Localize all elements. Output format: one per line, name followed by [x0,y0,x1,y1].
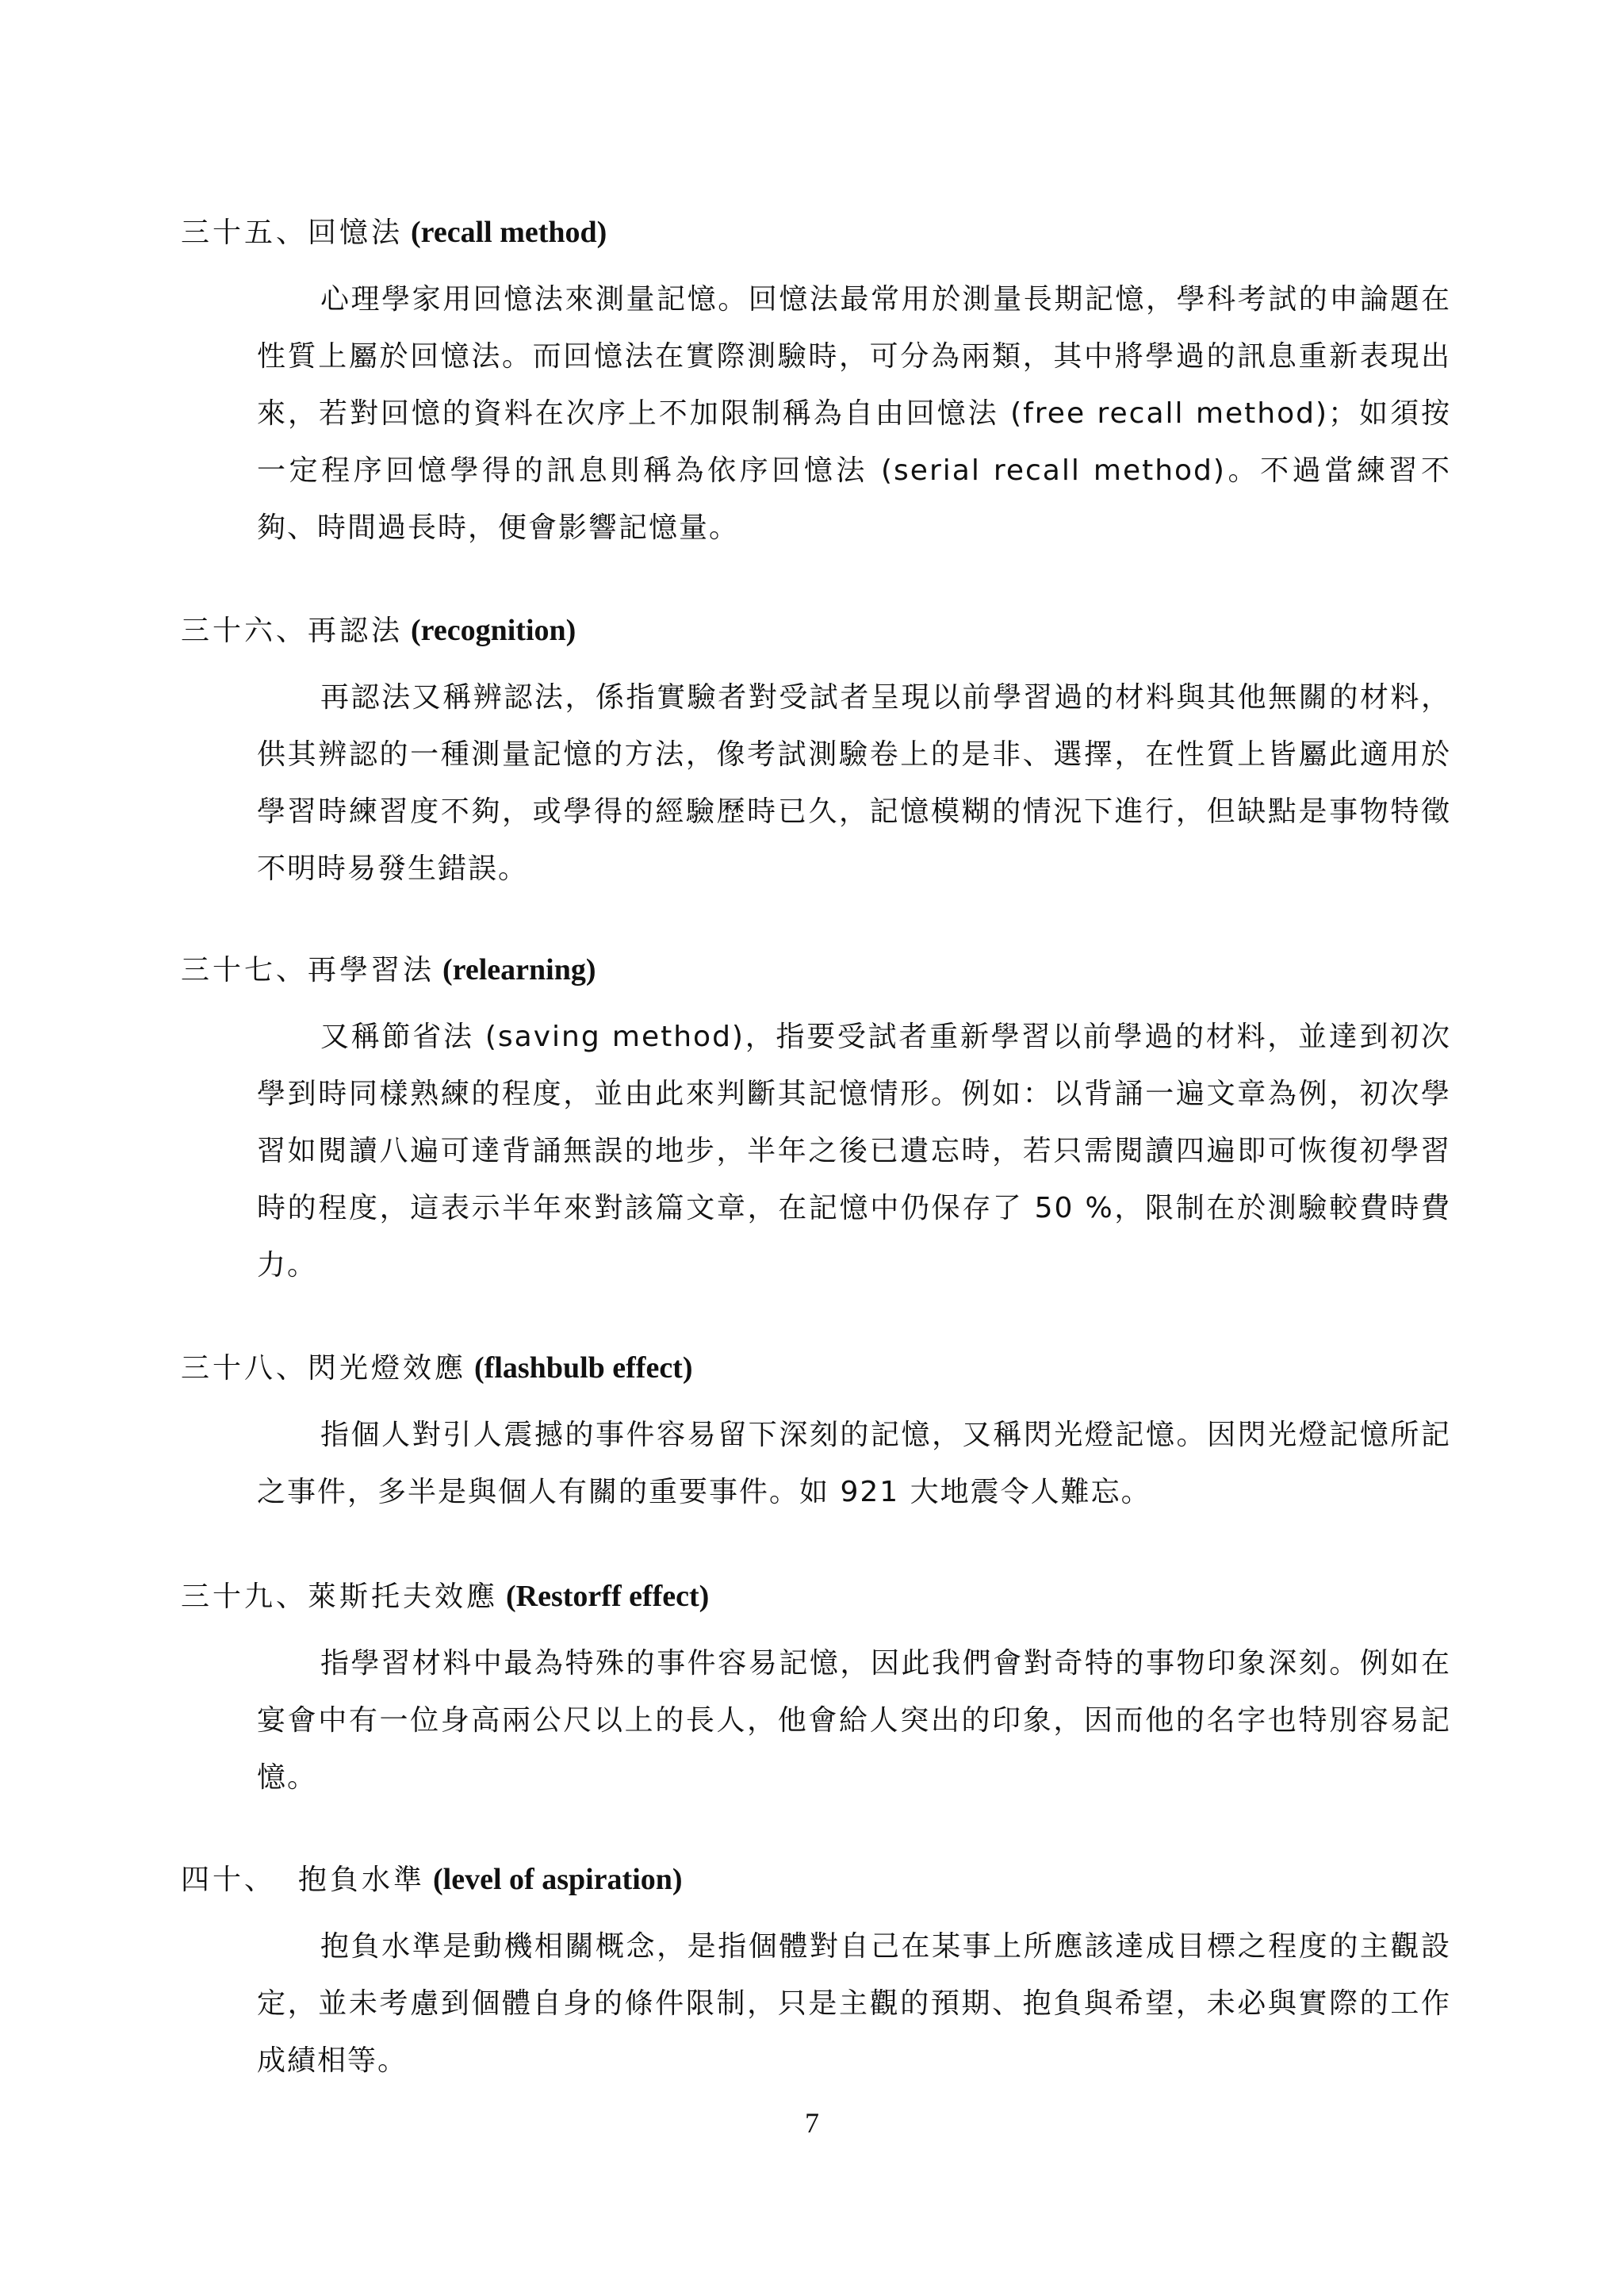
section-number: 三十七、 [181,954,308,987]
section-title: 閃光燈效應 [308,1352,467,1385]
section-english-term: (recognition) [411,614,576,647]
section-body: 又稱節省法 (saving method)，指要受試者重新學習以前學過的材料，並達到初次學到時同樣熟練的程度，並由此來判斷其記憶情形。例如：以背誦一遍文章為例，初次學習如閱讀八遍可達背誦無誤的地步，半年之後已遺忘時，若只需閱讀四遍即可恢復初學習時的程度，這表示半年來對該篇文章，在記憶中仍保存了 50 %，限制在於測驗較費時費力。 [257,1021,1451,1282]
section-body: 指個人對引人震撼的事件容易留下深刻的記憶，又稱閃光燈記憶。因閃光燈記憶所記之事件，多半是與個人有關的重要事件。如 921 大地震令人難忘。 [257,1419,1451,1508]
section-number: 三十六、 [181,615,308,647]
section-body: 抱負水準是動機相關概念，是指個體對自己在某事上所應該達成目標之程度的主觀設定，並未考慮到個體自身的條件限制，只是主觀的預期、抱負與希望，未必與實際的工作成績相等。 [257,1930,1451,2077]
section-title: 再認法 [308,615,404,647]
section-title: 回憶法 [308,216,404,249]
section-title: 抱負水準 [298,1864,426,1896]
section-number: 三十八、 [181,1352,308,1385]
section-heading [181,213,1451,252]
section-heading [181,1348,1451,1388]
page-number: 7 [805,2107,819,2139]
section-37 [181,950,1451,1294]
section-english-term: (Restorff effect) [506,1580,710,1613]
section-heading [181,611,1451,650]
section-36 [181,611,1451,898]
section-english-term: (flashbulb effect) [474,1351,693,1385]
section-number: 三十九、 [181,1580,308,1613]
section-heading [181,950,1451,990]
section-english-term: (relearning) [442,953,596,987]
section-body: 心理學家用回憶法來測量記憶。回憶法最常用於測量長期記憶，學科考試的申論題在性質上屬於回憶法。而回憶法在實際測驗時，可分為兩類，其中將學過的訊息重新表現出來，若對回憶的資料在次序上不加限制稱為自由回憶法 (free recall method)；如須按一定程序回憶學得的訊息則稱為依序回憶法 (serial recall method)。不過當練習不夠、時間過長時，便會影響記憶量。 [257,283,1451,544]
section-body: 再認法又稱辨認法，係指實驗者對受試者呈現以前學習過的材料與其他無關的材料，供其辨認的一種測量記憶的方法，像考試測驗卷上的是非、選擇，在性質上皆屬此適用於學習時練習度不夠，或學得的經驗歷時已久，記憶模糊的情況下進行，但缺點是事物特徵不明時易發生錯誤。 [257,681,1451,885]
section-english-term: (recall method) [411,216,607,249]
section-38 [181,1348,1451,1521]
section-39 [181,1577,1451,1806]
section-heading [181,1860,1451,1899]
section-number: 三十五、 [181,216,308,249]
section-40 [181,1860,1451,2090]
section-body: 指學習材料中最為特殊的事件容易記憶，因此我們會對奇特的事物印象深刻。例如在宴會中有一位身高兩公尺以上的長人，他會給人突出的印象，因而他的名字也特別容易記憶。 [257,1647,1451,1794]
section-title: 萊斯托夫效應 [308,1580,499,1613]
section-heading [181,1577,1451,1616]
section-35 [181,213,1451,557]
section-english-term: (level of aspiration) [433,1863,683,1896]
section-number: 四十、 [181,1864,277,1896]
section-title: 再學習法 [308,954,435,987]
